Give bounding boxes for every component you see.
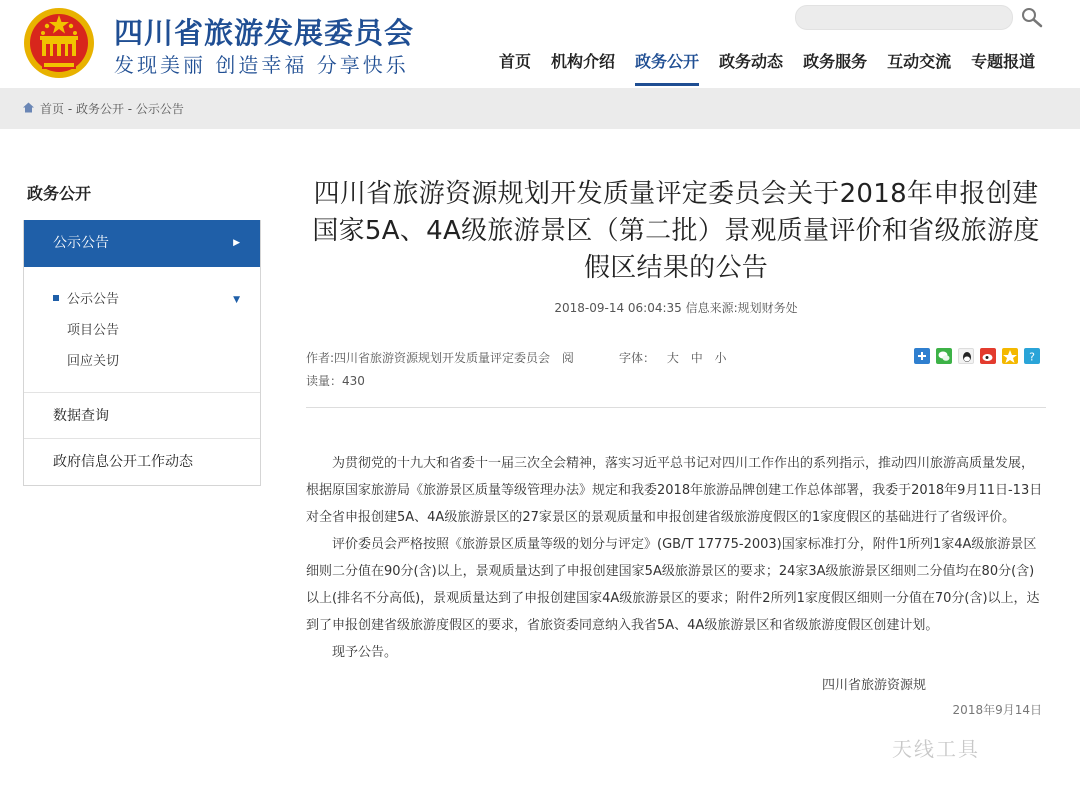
site-header [0, 0, 1080, 88]
bullet-square-icon [53, 295, 59, 301]
triangle-right-icon: ▶ [233, 238, 240, 248]
nav-services[interactable]: 政务服务 [803, 52, 868, 71]
article-meta: 2018-09-14 06:04:35 信息来源:规划财务处 [554, 301, 798, 315]
subitem-responses[interactable]: 回应关切 [67, 354, 120, 369]
font-small-button[interactable]: 小 [714, 351, 727, 365]
breadcrumb [0, 88, 1080, 129]
watermark: 天线工具 [892, 737, 980, 761]
read-count: 阅读量：430 [306, 351, 574, 388]
nav-gov-affairs[interactable]: 政务公开 [625, 52, 709, 88]
caret-down-icon[interactable]: ▼ [233, 295, 240, 305]
weibo-icon[interactable] [980, 348, 996, 364]
author-label: 作者:四川省旅游资源规划开发质量评定委员会 [306, 351, 551, 365]
sidebar-item-data-query[interactable]: 数据查询 [24, 393, 260, 439]
sidebar-submenu [24, 267, 260, 393]
breadcrumb-text[interactable]: 首页 - 政务公开 - 公示公告 [40, 102, 184, 116]
article-body [306, 450, 1046, 666]
qzone-icon[interactable] [1002, 348, 1018, 364]
author-and-reads [306, 347, 574, 393]
qq-icon[interactable] [958, 348, 974, 364]
nav-interaction[interactable]: 互动交流 [887, 52, 952, 71]
subitem-notices[interactable] [24, 287, 260, 318]
font-size-label: 字体： [619, 351, 656, 365]
signature: 四川省旅游资源规 [821, 678, 926, 693]
home-icon[interactable] [23, 102, 34, 113]
paragraph: 为贯彻党的十九大和省委十一届三次全会精神，落实习近平总书记对四川工作作出的系列指示，推动四川旅游高质量发展，根据原国家旅游局《旅游景区质量等级管理办法》规定和我委2018年旅游品牌创建工作总体部署，我委于2018年9月11日-13日对全省申报创建5A、4A级旅游景区的27家景区的景观质量和申报创建省级旅游度假区的1家度假区的基础进行了省级评价。 [306, 456, 1043, 525]
question-icon[interactable] [1024, 348, 1040, 364]
nav-home[interactable]: 首页 [499, 52, 532, 71]
article [306, 176, 1046, 718]
sidebar-menu [23, 220, 261, 486]
article-info-bar [306, 347, 1046, 407]
font-large-button[interactable]: 大 [666, 351, 679, 365]
paragraph: 评价委员会严格按照《旅游景区质量等级的划分与评定》(GB/T 17775-2003)国家标准打分，附件1所列1家4A级旅游景区细则二分值在90分(含)以上，景观质量达到了申报创建国家5A级旅游景区的要求；24家3A级旅游景区细则二分值均在80分(含)以上(排名不分高低)，景观质量达到了申报创建国家4A级旅游景区的要求；附件2所列1家度假区细则一分值在70分(含)以上，达到了申报创建省级旅游度假区的要求，省旅资委同意纳入我省5A、4A级旅游景区和省级旅游度假区创建计划。 [306, 537, 1040, 633]
svg-text:?: ? [1029, 350, 1035, 364]
nav-topics[interactable]: 专题报道 [971, 52, 1036, 71]
subitem-label: 公示公告 [67, 292, 120, 307]
plus-share-icon[interactable] [914, 348, 930, 364]
paragraph: 现予公告。 [332, 645, 398, 660]
sidebar [23, 174, 261, 486]
share-icons [914, 348, 1040, 364]
wechat-icon[interactable] [936, 348, 952, 364]
main-nav [489, 52, 1045, 88]
national-emblem-icon[interactable] [22, 6, 96, 80]
site-title: 四川省旅游发展委员会 [114, 16, 415, 50]
nav-news[interactable]: 政务动态 [719, 52, 784, 71]
article-title: 四川省旅游资源规划开发质量评定委员会关于2018年申报创建国家5A、4A级旅游景区（第二批）景观质量评价和省级旅游度假区结果的公告 [312, 179, 1040, 283]
search-input[interactable] [795, 5, 1013, 30]
sidebar-title: 政务公开 [27, 184, 92, 203]
search-icon[interactable] [1020, 6, 1044, 28]
subitem-project-notices[interactable]: 项目公告 [67, 323, 120, 338]
sidebar-item-notices[interactable] [24, 220, 260, 267]
nav-about[interactable]: 机构介绍 [551, 52, 616, 71]
sidebar-item-info-disclosure[interactable]: 政府信息公开工作动态 [53, 454, 193, 470]
sign-date: 2018年9月14日 [952, 703, 1042, 717]
font-size-control [619, 349, 727, 367]
divider [306, 407, 1046, 408]
font-medium-button[interactable]: 中 [690, 351, 703, 365]
sidebar-item-label: 公示公告 [53, 235, 109, 251]
site-slogan: 发现美丽 创造幸福 分享快乐 [114, 53, 409, 77]
